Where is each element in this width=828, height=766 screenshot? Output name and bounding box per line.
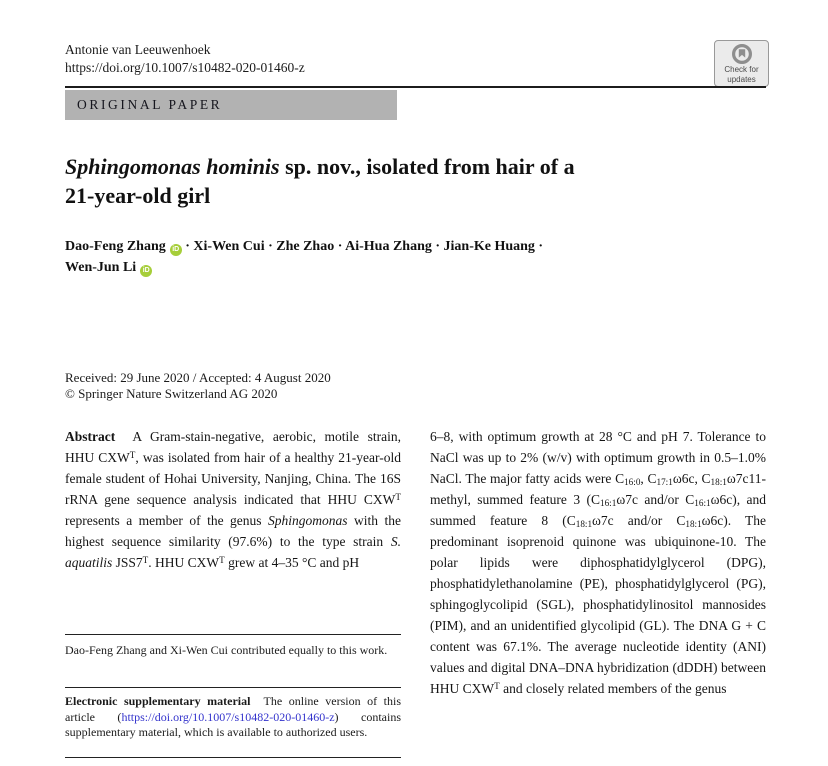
- footnote-equal-contribution: Dao-Feng Zhang and Xi-Wen Cui contributed equally to this work.: [65, 643, 388, 657]
- article-type-label: ORIGINAL PAPER: [77, 97, 223, 112]
- orcid-icon[interactable]: iD: [170, 244, 182, 256]
- check-updates-label-2: updates: [727, 74, 756, 84]
- abstract-column-right: 6–8, with optimum growth at 28 °C and pH 7. Tolerance to NaCl was up to 2% (w/v) with optimum growth in 0.5–1.0% NaCl. The major fatty acids were $C_{16:0}$, $C_{17:1}\omega 6c$, $C_{18:1}\omega 7c11$-methyl, summed feature 3 ($C_{16:1}\omega 7c$ and/or $C_{16:1}\omega 6c$), and summed feature 8 ($C_{18:1}\omega 7c$ and/or $C_{18:1}\omega 6c$). The predominant isoprenoid quinone was ubiquinone-10. The polar lipids were diphosphatidylglycerol (DPG), phosphatidylethanolamine (PE), phosphatidylglycerol (PG), sphingoglycolipid (SGL), phosphatidylinositol mannosides (PIM), and an unidentified glycolipid (GL). The DNA G + C content was 67.1%. The average nucleotide identity (ANI) values and digital DNA–DNA hybridization (dDDH) between HHU $CXW^T$ and closely related members of the genus: [430, 429, 767, 696]
- article-doi: https://doi.org/10.1007/s10482-020-01460-z: [65, 60, 305, 75]
- authors-line: Dao-Feng Zhang iD · Xi-Wen Cui · Zhe Zhao · Ai-Hua Zhang · Jian-Ke Huang · Wen-Jun Li iD: [65, 239, 544, 275]
- footnote-divider-middle: [65, 687, 401, 688]
- crossmark-icon: [732, 44, 752, 64]
- footnote-divider-top: [65, 634, 401, 635]
- article-type-badge: [65, 90, 397, 120]
- doi-link[interactable]: https://doi.org/10.1007/s10482-020-01460-z: [121, 709, 335, 724]
- check-for-updates-badge[interactable]: [714, 40, 769, 87]
- page-title: Sphingomonas hominis sp. nov., isolated from hair of a 21-year-old girl: [65, 154, 575, 208]
- footnote-supplementary-material: Electronic supplementary material The online version of this article (https://doi.org/10.1007/s10482-020-01460-z) contains supplementary material, which is available to authorized users.: [65, 694, 401, 739]
- abstract-section: [65, 426, 766, 699]
- check-updates-label-1: Check for: [724, 64, 759, 74]
- footnote-divider-bottom: [65, 757, 401, 758]
- orcid-icon[interactable]: iD: [140, 265, 152, 277]
- journal-title: Antonie van Leeuwenhoek: [65, 42, 211, 57]
- dates-block: [65, 370, 331, 402]
- received-accepted-line: Received: 29 June 2020 / Accepted: 4 August 2020: [65, 370, 331, 385]
- abstract-column-left: Abstract A Gram-stain-negative, aerobic, motile strain, HHU $CXW^T$, was isolated from hair of a healthy 21-year-old female student of Hohai University, Nanjing, China. The 16S rRNA gene sequence analysis indicated that HHU $CXW^T$ represents a member of the genus Sphingomonas with the highest sequence similarity (97.6%) to the type strain S. aquatilis $JSS7^T$. HHU $CXW^T$ grew at 4–35 °C and pH: [65, 429, 402, 570]
- copyright-line: © Springer Nature Switzerland AG 2020: [65, 386, 278, 401]
- header-divider: [65, 86, 766, 88]
